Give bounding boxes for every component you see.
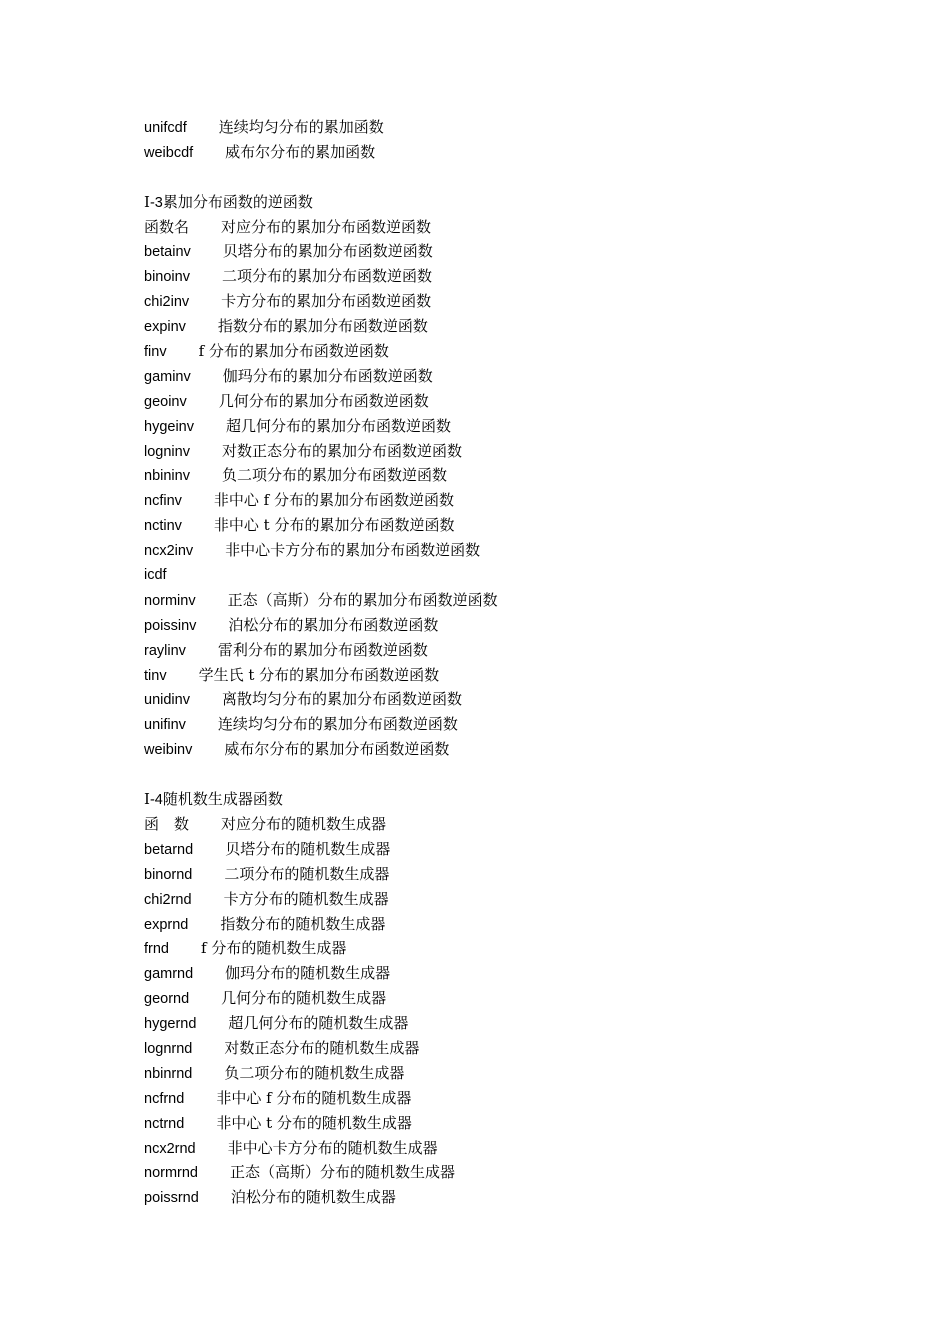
function-name: ncfinv <box>144 493 182 510</box>
function-description: 负二项分布的累加分布函数逆函数 <box>221 466 447 485</box>
function-row <box>144 737 904 762</box>
function-row <box>144 837 904 862</box>
function-name: frnd <box>144 941 169 958</box>
function-name: betainv <box>144 244 191 261</box>
function-row <box>144 687 904 712</box>
function-description: 威布尔分布的累加分布函数逆函数 <box>224 740 450 759</box>
function-row <box>144 862 904 887</box>
function-description: 非中心卡方分布的随机数生成器 <box>227 1138 438 1157</box>
function-name: ncfrnd <box>144 1090 185 1107</box>
section-heading <box>144 190 904 215</box>
function-name: gamrnd <box>144 966 194 983</box>
function-row <box>144 1011 904 1036</box>
function-name: unidinv <box>144 692 190 709</box>
paragraph-gap <box>144 165 904 190</box>
function-row <box>144 115 904 140</box>
function-row <box>144 936 904 961</box>
header-description: 对应分布的随机数生成器 <box>221 814 387 833</box>
function-name: nbinrnd <box>144 1065 193 1082</box>
function-row <box>144 289 904 314</box>
heading-title: 随机数生成器函数 <box>162 790 283 809</box>
function-row <box>144 314 904 339</box>
function-row <box>144 912 904 937</box>
function-description: 二项分布的随机数生成器 <box>224 864 390 883</box>
function-row <box>144 563 904 588</box>
header-description: 对应分布的累加分布函数逆函数 <box>221 217 432 236</box>
function-description: 学生氏 t 分布的累加分布函数逆函数 <box>198 665 440 684</box>
function-description: 非中心卡方分布的累加分布函数逆函数 <box>225 541 481 560</box>
function-name: lognrnd <box>144 1040 193 1057</box>
function-name: exprnd <box>144 916 189 933</box>
function-name: logninv <box>144 443 190 460</box>
header-name: 函 数 <box>144 814 190 833</box>
function-row <box>144 1160 904 1185</box>
function-list <box>144 837 904 1210</box>
function-description: 负二项分布的随机数生成器 <box>224 1063 405 1082</box>
heading-roman-numeral: Ⅰ <box>144 192 150 211</box>
function-row <box>144 538 904 563</box>
function-description: f 分布的随机数生成器 <box>201 939 347 958</box>
function-row <box>144 264 904 289</box>
function-row <box>144 1036 904 1061</box>
function-name: expinv <box>144 319 186 336</box>
function-row <box>144 712 904 737</box>
header-name: 函数名 <box>144 217 190 236</box>
heading-number: -3 <box>149 194 163 211</box>
function-description: 对数正态分布的随机数生成器 <box>224 1038 420 1057</box>
function-name: ncx2inv <box>144 543 194 560</box>
function-description: 超几何分布的累加分布函数逆函数 <box>225 416 451 435</box>
function-description: 卡方分布的累加分布函数逆函数 <box>221 292 432 311</box>
function-row <box>144 887 904 912</box>
function-row <box>144 1111 904 1136</box>
function-name: nbininv <box>144 468 190 485</box>
function-description: 贝塔分布的随机数生成器 <box>225 839 391 858</box>
function-name: geoinv <box>144 393 187 410</box>
function-name: geornd <box>144 991 190 1008</box>
section-cdf-continuation <box>144 115 904 165</box>
function-description: 贝塔分布的累加分布函数逆函数 <box>222 242 433 261</box>
function-list <box>144 239 904 762</box>
function-description: 卡方分布的随机数生成器 <box>223 889 389 908</box>
function-name: nctrnd <box>144 1115 185 1132</box>
function-row <box>144 439 904 464</box>
function-name: unifinv <box>144 717 186 734</box>
function-row <box>144 1136 904 1161</box>
function-description: 非中心 t 分布的累加分布函数逆函数 <box>213 516 455 535</box>
function-name: icdf <box>144 567 167 584</box>
function-name: unifcdf <box>144 120 187 136</box>
function-name: gaminv <box>144 368 191 385</box>
function-row <box>144 961 904 986</box>
function-name: binoinv <box>144 269 190 286</box>
function-name: chi2inv <box>144 294 190 311</box>
function-name: ncx2rnd <box>144 1140 196 1157</box>
function-row <box>144 613 904 638</box>
function-row <box>144 1086 904 1111</box>
function-row <box>144 488 904 513</box>
section-random-generators <box>144 787 904 1210</box>
function-description: 超几何分布的随机数生成器 <box>228 1014 409 1033</box>
function-row <box>144 1185 904 1210</box>
function-description: 几何分布的累加分布函数逆函数 <box>218 391 429 410</box>
function-description: 非中心 f 分布的累加分布函数逆函数 <box>213 491 454 510</box>
heading-title: 累加分布函数的逆函数 <box>162 192 313 211</box>
function-description: 指数分布的累加分布函数逆函数 <box>217 317 428 336</box>
function-description: 伽玛分布的累加分布函数逆函数 <box>222 366 433 385</box>
function-row <box>144 513 904 538</box>
paragraph-gap <box>144 762 904 787</box>
function-description: 几何分布的随机数生成器 <box>221 989 387 1008</box>
function-description: 指数分布的随机数生成器 <box>220 914 386 933</box>
heading-number: -4 <box>149 792 163 809</box>
function-description: 雷利分布的累加分布函数逆函数 <box>217 640 428 659</box>
function-row <box>144 588 904 613</box>
function-description: 泊松分布的随机数生成器 <box>230 1188 396 1207</box>
function-description: 伽玛分布的随机数生成器 <box>225 964 391 983</box>
function-name: finv <box>144 344 167 361</box>
function-name: normrnd <box>144 1165 198 1182</box>
function-description: 威布尔分布的累加函数 <box>225 142 376 161</box>
function-row <box>144 986 904 1011</box>
table-header-row <box>144 215 904 240</box>
function-description: 正态（高斯）分布的累加分布函数逆函数 <box>227 590 498 609</box>
function-description: f 分布的累加分布函数逆函数 <box>198 342 389 361</box>
function-row <box>144 414 904 439</box>
function-description: 离散均匀分布的累加分布函数逆函数 <box>221 690 462 709</box>
section-heading <box>144 787 904 812</box>
function-name: raylinv <box>144 642 186 659</box>
function-description: 二项分布的累加分布函数逆函数 <box>221 267 432 286</box>
function-row <box>144 364 904 389</box>
function-name: weibinv <box>144 742 193 759</box>
function-row <box>144 339 904 364</box>
function-name: hygernd <box>144 1016 197 1033</box>
function-description: 非中心 f 分布的随机数生成器 <box>216 1088 412 1107</box>
document-page <box>144 115 904 1210</box>
function-row <box>144 239 904 264</box>
function-description: 正态（高斯）分布的随机数生成器 <box>230 1163 456 1182</box>
function-row <box>144 389 904 414</box>
function-name: betarnd <box>144 841 194 858</box>
function-name: norminv <box>144 592 196 609</box>
function-name: hygeinv <box>144 418 194 435</box>
function-name: binornd <box>144 866 193 883</box>
function-description: 泊松分布的累加分布函数逆函数 <box>228 615 439 634</box>
function-name: nctinv <box>144 518 182 535</box>
function-row <box>144 1061 904 1086</box>
heading-roman-numeral: Ⅰ <box>144 790 150 809</box>
function-description: 对数正态分布的累加分布函数逆函数 <box>221 441 462 460</box>
function-description: 非中心 t 分布的随机数生成器 <box>216 1113 412 1132</box>
function-row <box>144 663 904 688</box>
table-header-row <box>144 812 904 837</box>
function-name: weibcdf <box>144 144 194 161</box>
section-inverse-cdf <box>144 190 904 762</box>
function-row <box>144 140 904 165</box>
function-row <box>144 463 904 488</box>
function-row <box>144 638 904 663</box>
function-name: poissinv <box>144 617 197 634</box>
function-description: 连续均匀分布的累加分布函数逆函数 <box>217 715 458 734</box>
function-name: tinv <box>144 667 167 684</box>
function-name: chi2rnd <box>144 891 192 908</box>
function-description: 连续均匀分布的累加函数 <box>218 118 384 136</box>
function-name: poissrnd <box>144 1190 199 1207</box>
